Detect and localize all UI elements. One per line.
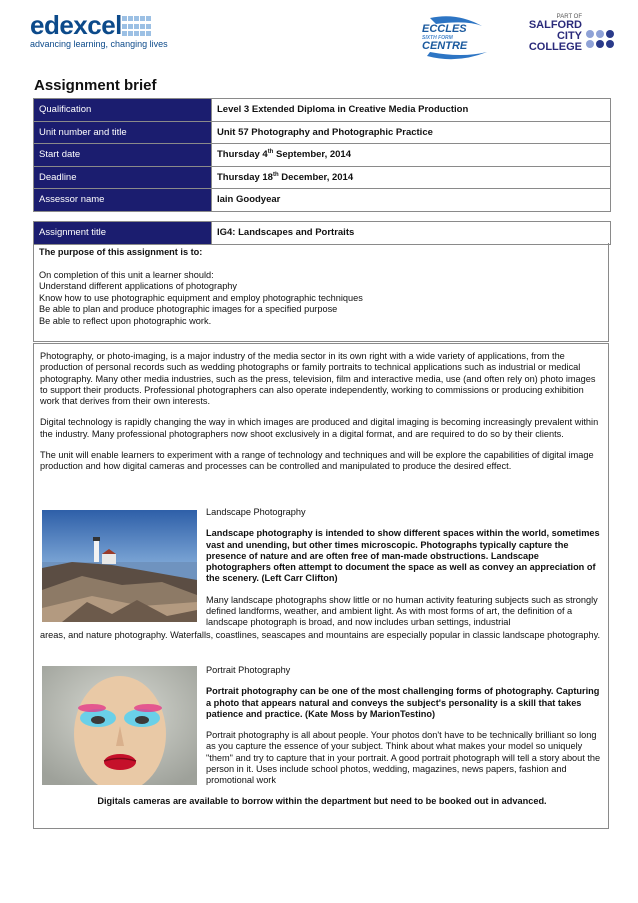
portrait-text: Portrait photography is all about people. Your photos don't have to be technically brilliant so long as you capture the essence of your subject. Think about what makes your model so uniquely "them" and try to capture that in your portrait. A good portrait photograph will tell a story about the person in it. Uses include school photos, wedding, magazines, news papers, fashion and promotional work — [206, 730, 601, 786]
assessor-label: Assessor name — [34, 189, 212, 212]
purpose-line: Be able to plan and produce photographic images for a specified purpose — [39, 304, 338, 314]
intro-paragraph: Photography, or photo-imaging, is a major industry of the media sector in its own right with a wide variety of applications, from the production of personal records such as wedding photographs or family portraits to technical applications such as industrial or medical photography. Many other media industries, such as the press, television, film and interactive media, use (and often rely on) photo images to support their products. Professional photographers can also operate independently, working to commissions or producing exhibition work that derives from their own interests. — [40, 351, 596, 407]
page-header — [0, 0, 638, 75]
portrait-photo — [42, 666, 197, 785]
portrait-section — [206, 665, 601, 797]
table-row — [34, 189, 611, 212]
qualification-label: Qualification — [34, 99, 212, 122]
eccles-line-2: SIXTH FORM — [422, 35, 453, 41]
edexcel-tagline: advancing learning, changing lives — [30, 39, 168, 49]
table-row — [34, 121, 611, 144]
eccles-line-3: CENTRE — [422, 40, 468, 52]
purpose-line: Know how to use photographic equipment and employ photographic techniques — [39, 292, 363, 303]
assignment-title-value: IG4: Landscapes and Portraits — [212, 222, 611, 245]
purpose-line: On completion of this unit a learner should: — [39, 269, 214, 280]
purpose-section — [33, 243, 609, 342]
assignment-table — [33, 221, 611, 245]
unit-value: Unit 57 Photography and Photographic Practice — [212, 121, 611, 144]
landscape-photo — [42, 510, 197, 622]
edexcel-wordmark: edexcel — [30, 10, 122, 40]
deadline-value: Thursday 18th December, 2014 — [212, 166, 611, 189]
salford-line-3: COLLEGE — [528, 41, 582, 53]
start-date-label: Start date — [34, 144, 212, 167]
purpose-heading: The purpose of this assignment is to: — [39, 247, 203, 257]
landscape-text-b: areas, and nature photography. Waterfalls, coastlines, seascapes and mountains are especially popular in classic landscape photography. — [40, 630, 601, 640]
salford-line-1: SALFORD — [528, 19, 582, 31]
unit-paragraph: The unit will enable learners to experiment with a range of technology and techniques and will be explore the capabilities of digital image production and how digital cameras and processes can be controlled and manipulated to produce the desired effect. — [40, 450, 594, 472]
content-section — [33, 343, 609, 829]
table-row — [34, 222, 611, 245]
portrait-bold-text: Portrait photography can be one of the most challenging forms of photography. Capturing a photo that appears natural and conveys the subject's personality is a skill that takes patience and practice. (Kate Moss by MarionTestino) — [206, 686, 600, 719]
table-row — [34, 99, 611, 122]
salford-partof: PART OF — [556, 14, 582, 20]
salford-line-2: CITY — [556, 30, 582, 42]
edexcel-logo — [30, 12, 168, 49]
purpose-line: Be able to reflect upon photographic work. — [39, 315, 212, 326]
assessor-value: Iain Goodyear — [212, 189, 611, 212]
start-date-value: Thursday 4th September, 2014 — [212, 144, 611, 167]
table-row — [34, 166, 611, 189]
portrait-heading: Portrait Photography — [206, 665, 291, 675]
eccles-logo — [422, 16, 492, 61]
camera-note: Digitals cameras are available to borrow within the department but need to be booked out in advanced. — [97, 796, 547, 806]
landscape-section — [206, 507, 601, 629]
salford-logo — [520, 14, 610, 59]
table-row — [34, 144, 611, 167]
page-title: Assignment brief — [34, 77, 157, 94]
deadline-label: Deadline — [34, 166, 212, 189]
salford-dots-icon — [586, 30, 614, 48]
purpose-line: Understand different applications of photography — [39, 281, 238, 291]
edexcel-grid-icon — [122, 16, 152, 38]
landscape-bold-text: Landscape photography is intended to show different spaces within the world, sometimes vast and unending, but other times microscopic. Photographs typically capture the presence of nature and are often free of man-made obstructions. Landscape photographers often attempt to document the space as well as convey an appreciation of the scenery. (Left Carr Clifton) — [206, 528, 600, 584]
landscape-heading: Landscape Photography — [206, 507, 306, 517]
assignment-title-label: Assignment title — [34, 222, 212, 245]
details-table — [33, 98, 611, 212]
unit-label: Unit number and title — [34, 121, 212, 144]
qualification-value: Level 3 Extended Diploma in Creative Media Production — [212, 99, 611, 122]
landscape-text-a: Many landscape photographs show little or no human activity featuring subjects such as strongly defined landforms, weather, and ambient light. As with most forms of art, the definition of a landscape photograph is broad, and now includes urban settings, industrial — [206, 594, 598, 628]
digital-paragraph: Digital technology is rapidly changing the way in which images are produced and digital imaging is becoming increasingly prevalent within the industry. Many professional photographers now shoot exclusively in a digital format, and are required to do so by their clients. — [40, 417, 599, 439]
eccles-line-1: ECCLES — [422, 23, 467, 35]
